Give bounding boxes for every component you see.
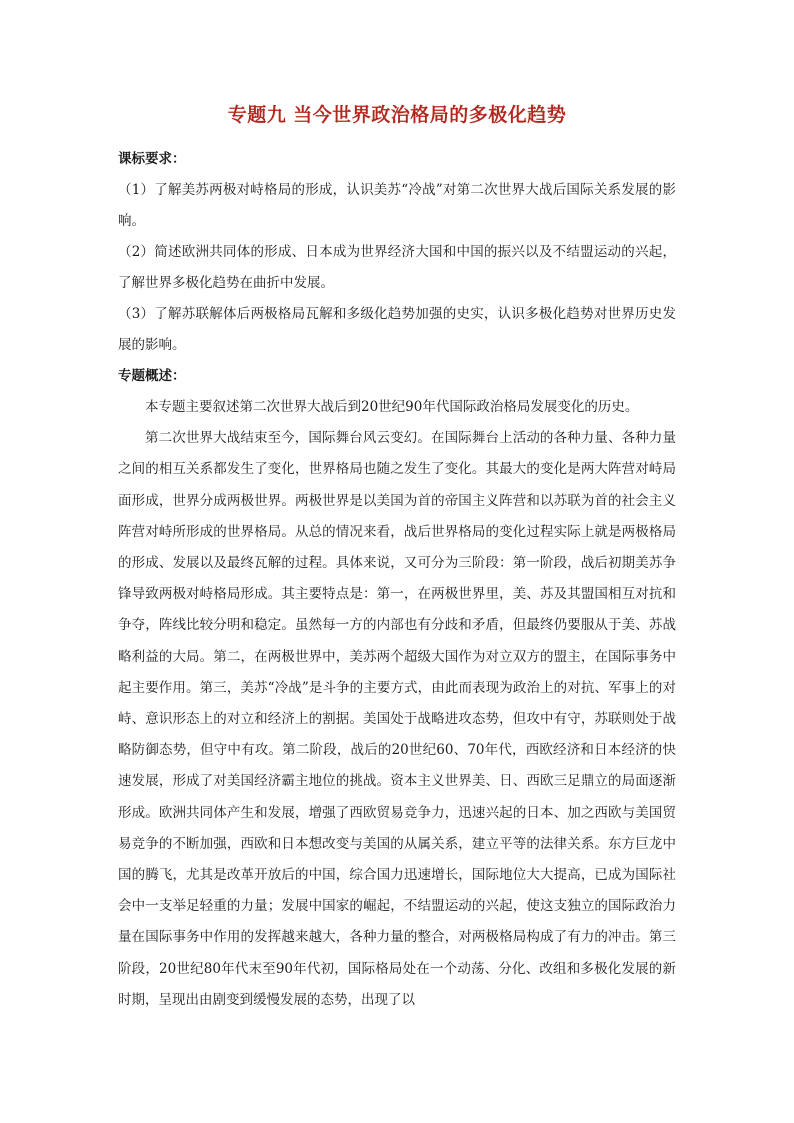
overview-paragraph-2: 第二次世界大战结束至今，国际舞台风云变幻。在国际舞台上活动的各种力量、各种力量之间的相互关系都发生了变化，世界格局也随之发生了变化。其最大的变化是两大阵营对峙局面形成，世界分成两极世界。两极世界是以美国为首的帝国主义阵营和以苏联为首的社会主义阵营对峙所形成的世界格局。从总的情况来看，战后世界格局的变化过程实际上就是两极格局的形成、发展以及最终瓦解的过程。具体来说，又可分为三阶段：第一阶段，战后初期美苏争锋导致两极对峙格局形成。其主要特点是：第一，在两极世界里，美、苏及其盟国相互对抗和争夺，阵线比较分明和稳定。虽然每一方的内部也有分歧和矛盾，但最终仍要服从于美、苏战略利益的大局。第二，在两极世界中，美苏两个超级大国作为对立双方的盟主，在国际事务中起主要作用。第三，美苏“冷战”是斗争的主要方式，由此而表现为政治上的对抗、军事上的对峙、意识形态上的对立和经济上的割据。美国处于战略进攻态势，但攻中有守，苏联则处于战略防御态势，但守中有攻。第二阶段，战后的20世纪60、70年代，西欧经济和日本经济的快速发展，形成了对美国经济霸主地位的挑战。资本主义世界美、日、西欧三足鼎立的局面逐渐形成。欧洲共同体产生和发展，增强了西欧贸易竞争力，迅速兴起的日本、加之西欧与美国贸易竞争的不断加强，西欧和日本想改变与美国的从属关系，建立平等的法律关系。东方巨龙中国的腾飞，尤其是改革开放后的中国，综合国力迅速增长，国际地位大大提高，已成为国际社会中一支举足轻重的力量；发展中国家的崛起，不结盟运动的兴起，使这支独立的国际政治力量在国际事务中作用的发挥越来越大，各种力量的整合，对两极格局构成了有力的冲击。第三阶段，20世纪80年代末至90年代初，国际格局处在一个动荡、分化、改组和多极化发展的新时期，呈现出由剧变到缓慢发展的态势，出现了以 xyxy=(118,430,676,1008)
requirement-2: （2）简述欧洲共同体的形成、日本成为世界经济大国和中国的振兴以及不结盟运动的兴起，了解世界多极化趋势在曲折中发展。 xyxy=(118,244,676,291)
curriculum-heading: 课标要求： xyxy=(118,151,186,167)
document-page xyxy=(118,100,676,1016)
requirement-3: （3）了解苏联解体后两极格局瓦解和多级化趋势加强的史实，认识多极化趋势对世界历史发展的影响。 xyxy=(118,306,676,353)
overview-paragraph-1: 本专题主要叙述第二次世界大战后到20世纪90年代国际政治格局发展变化的历史。 xyxy=(145,399,639,415)
document-title: 专题九 当今世界政治格局的多极化趋势 xyxy=(227,104,567,126)
overview-heading: 专题概述： xyxy=(118,368,186,384)
requirement-1: （1）了解美苏两极对峙格局的形成，认识美苏“冷战”对第二次世界大战后国际关系发展的影响。 xyxy=(118,182,676,229)
